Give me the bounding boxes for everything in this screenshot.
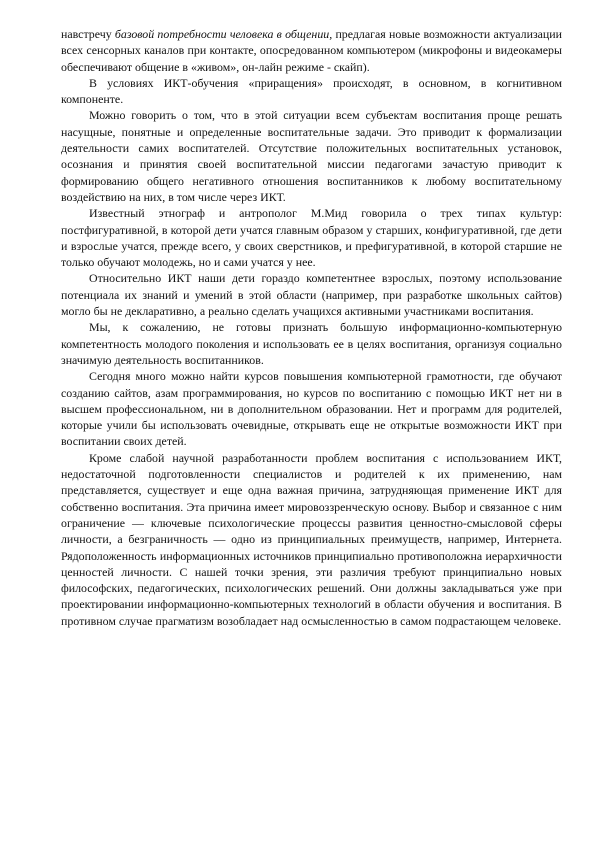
paragraph-1-rest: предлагая новые возможности актуализации всех сенсорных каналов при контакте, опосредованном компьютером (микрофоны и видеокамеры обеспечивают общение в «живом», он-лайн режиме - скайп).: [61, 27, 563, 74]
paragraph-8: Кроме слабой научной разработанности проблем воспитания с использованием ИКТ, недостаточной подготовленности специалистов и родителей к их применению, нам представляется, существует и еще одна важная причина, затрудняющая применение ИКТ для собственно воспитания. Эта причина имеет мировоззренческую основу. Выбор и связанное с ним ограничение — ключевые психологические процессы развития ценностно-смысловой сферы личности, а безграничность — одно из принципиальных преимуществ, например, Интернета. Рядоположенность информационных источников принципиально противоположна иерархичности ценностей личности. С нашей точки зрения, эти различия требуют принципиально новых философских, педагогических, психологических решений. Они должны закладываться уже при проектировании информационно-компьютерных технологий в области обучения и воспитания. В противном случае прагматизм возобладает над осмысленностью в самом подрастающем человеке.: [61, 450, 562, 628]
paragraph-6: Мы, к сожалению, не готовы признать большую информационно-компьютерную компетентность молодого поколения и использовать ее в целях воспитания, организуя социально значимую деятельность воспитанников.: [61, 320, 562, 367]
paragraph-2: В условиях ИКТ-обучения «приращения» происходят, в основном, в когнитивном компоненте.: [61, 75, 562, 107]
paragraph-3: Можно говорить о том, что в этой ситуации всем субъектам воспитания проще решать насущные, понятные и определенные воспитательные задачи. Это приводит к формализации деятельности самих воспитателей. Отсутствие положительных воспитательных установок, осознания и принятия своей воспитательной миссии педагогами зачастую приводит к формированию общего негативного отношения воспитанников к любому воспитательному воздействию на них, в том числе через ИКТ.: [61, 108, 562, 204]
paragraph-4: Известный этнограф и антрополог М.Мид говорила о трех типах культур: постфигуративной, в которой дети учатся главным образом у старших, конфигуративной, где дети и взрослые учатся, прежде всего, у своих сверстников, и префигуративной, в которой старшие не только обучают молодежь, но и сами учатся у нее.: [61, 206, 562, 270]
paragraph-1: [61, 26, 562, 75]
paragraph-7: Сегодня много можно найти курсов повышения компьютерной грамотности, где обучают созданию сайтов, азам программирования, но курсов по воспитанию с помощью ИКТ нет ни в высшем профессиональном, ни в дополнительном образовании. Нет и программ для родителей, которые учили бы использовать очевидные, открывать еще не открытые возможности ИКТ при воспитании своих детей.: [61, 369, 562, 449]
paragraph-5: Относительно ИКТ наши дети гораздо компетентнее взрослых, поэтому использование потенциала их знаний и умений в этой области (например, при разработке школьных сайтов) могло бы не декларативно, а реально сделать учащихся активными участниками воспитания.: [61, 271, 562, 319]
body-text: [61, 26, 562, 629]
emphasis-basic-need: базовой потребности человека в общении,: [114, 27, 333, 41]
paragraph-1-lead: навстречу: [61, 27, 115, 41]
